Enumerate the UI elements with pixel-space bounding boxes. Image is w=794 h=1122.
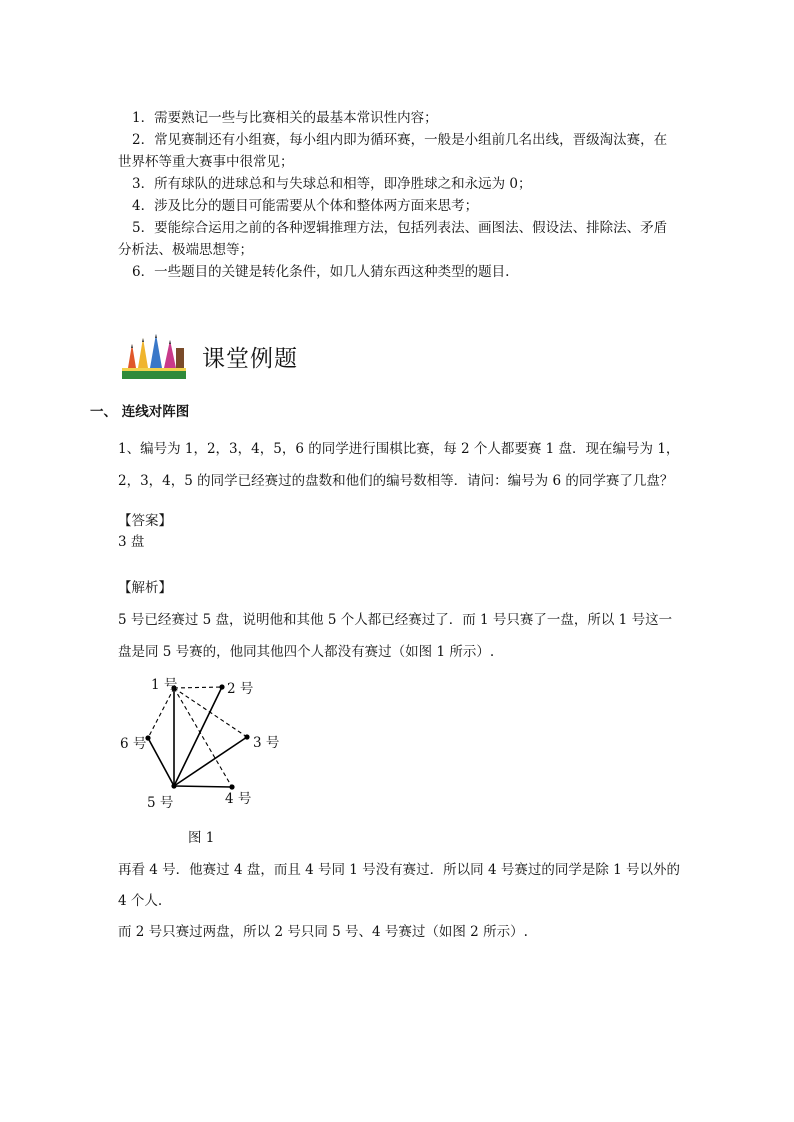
analysis-line: 而 2 号只赛过两盘，所以 2 号只同 5 号、4 号赛过（如图 2 所示）. (118, 924, 528, 940)
heading-1: 一、 连线对阵图 (90, 404, 190, 420)
dashed-edge-1-4 (174, 688, 232, 787)
tip-line: 世界杯等重大赛事中很常见； (118, 154, 294, 170)
dashed-edge-1-6 (148, 688, 174, 738)
node-label-3: 3 号 (253, 735, 280, 751)
node-label-5: 5 号 (147, 795, 174, 811)
node-label-1: 1 号 (151, 677, 178, 693)
tip-line: 分析法、极端思想等； (118, 242, 253, 258)
node-label-4: 4 号 (225, 791, 252, 807)
problem-line: 1、编号为 1，2，3，4，5，6 的同学进行围棋比赛，每 2 个人都要赛 1 盘．现在编号为 1， (118, 441, 680, 457)
dashed-edge-1-2 (174, 687, 222, 688)
analysis-line: 盘是同 5 号赛的，他同其他四个人都没有赛过（如图 1 所示）. (118, 644, 495, 660)
tip-line: 1．需要熟记一些与比赛相关的最基本常识性内容； (132, 110, 438, 126)
problem-line: 2，3，4，5 的同学已经赛过的盘数和他们的编号数相等．请问：编号为 6 的同学赛了几盘？ (118, 473, 674, 489)
tip-line: 6．一些题目的关键是转化条件，如几人猜东西这种类型的题目. (132, 264, 510, 280)
solid-edge-5-2 (174, 687, 222, 786)
tip-line: 5．要能综合运用之前的各种逻辑推理方法，包括列表法、画图法、假设法、排除法、矛盾 (132, 220, 668, 236)
node-2 (219, 684, 224, 689)
analysis-line: 5 号已经赛过 5 盘，说明他和其他 5 个人都已经赛过了．而 1 号只赛了一盘，所以 1 号这一 (118, 612, 673, 628)
solid-edge-5-4 (174, 786, 232, 787)
figure-caption: 图 1 (188, 830, 215, 846)
node-label-6: 6 号 (120, 736, 147, 752)
tip-line: 2．常见赛制还有小组赛，每小组内即为循环赛，一般是小组前几名出线，晋级淘汰赛，在 (132, 132, 668, 148)
answer-value: 3 盘 (118, 534, 145, 550)
node-5 (171, 783, 176, 788)
analysis-label: 【解析】 (118, 580, 172, 596)
node-3 (244, 734, 249, 739)
section-title: 课堂例题 (202, 346, 298, 372)
tip-line: 4．涉及比分的题目可能需要从个体和整体两方面来思考； (132, 198, 479, 214)
tip-line: 3．所有球队的进球总和与失球总和相等，即净胜球之和永远为 0； (132, 176, 532, 192)
solid-edge-5-6 (148, 738, 174, 786)
pencils-books-icon (118, 330, 190, 382)
answer-label: 【答案】 (118, 513, 172, 529)
solid-edge-5-3 (174, 737, 247, 786)
analysis-line: 再看 4 号．他赛过 4 盘，而且 4 号同 1 号没有赛过．所以同 4 号赛过的同学是除 1 号以外的 (118, 862, 681, 878)
analysis-line: 4 个人. (118, 893, 163, 909)
node-label-2: 2 号 (227, 681, 254, 697)
